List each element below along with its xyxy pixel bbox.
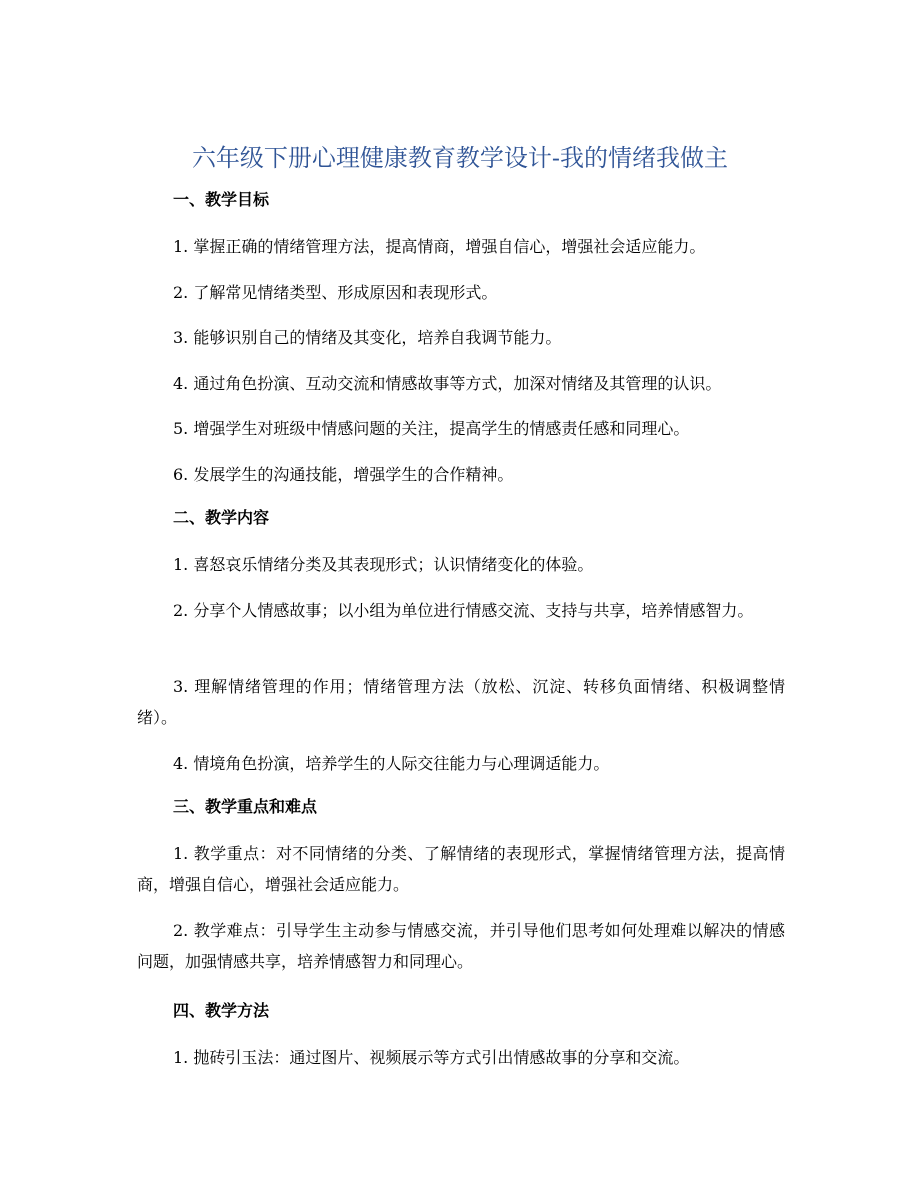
- paragraph: 5. 增强学生对班级中情感问题的关注，提高学生的情感责任感和同理心。: [173, 419, 690, 438]
- paragraph: 2. 分享个人情感故事；以小组为单位进行情感交流、支持与共享，培养情感智力。: [173, 601, 754, 620]
- document-title: 六年级下册心理健康教育教学设计-我的情绪我做主: [191, 144, 729, 172]
- section-heading-content: 二、教学内容: [173, 508, 270, 527]
- paragraph: 2. 了解常见情绪类型、形成原因和表现形式。: [173, 283, 498, 302]
- paragraph: 1. 抛砖引玉法：通过图片、视频展示等方式引出情感故事的分享和交流。: [173, 1048, 690, 1067]
- paragraph: 4. 情境角色扮演，培养学生的人际交往能力与心理调适能力。: [173, 754, 610, 773]
- section-heading-methods: 四、教学方法: [173, 1001, 270, 1020]
- paragraph: 4. 通过角色扮演、互动交流和情感故事等方式，加深对情绪及其管理的认识。: [173, 374, 722, 393]
- paragraph: 1. 喜怒哀乐情绪分类及其表现形式；认识情绪变化的体验。: [173, 555, 594, 574]
- paragraph: 2. 教学难点：引导学生主动参与情感交流，并引导他们思考如何处理难以解决的情感问题，加强情感共享，培养情感智力和同理心。: [137, 921, 785, 971]
- paragraph: 6. 发展学生的沟通技能，增强学生的合作精神。: [173, 465, 514, 484]
- section-heading-objectives: 一、教学目标: [173, 190, 270, 209]
- paragraph: 3. 能够识别自己的情绪及其变化，培养自我调节能力。: [173, 328, 562, 347]
- paragraph: 1. 掌握正确的情绪管理方法，提高情商，增强自信心，增强社会适应能力。: [173, 237, 706, 256]
- section-heading-key-points: 三、教学重点和难点: [173, 797, 318, 816]
- paragraph: 1. 教学重点：对不同情绪的分类、了解情绪的表现形式，掌握情绪管理方法，提高情商，增强自信心，增强社会适应能力。: [137, 844, 785, 894]
- paragraph: 3. 理解情绪管理的作用；情绪管理方法（放松、沉淀、转移负面情绪、积极调整情绪）。: [137, 677, 785, 727]
